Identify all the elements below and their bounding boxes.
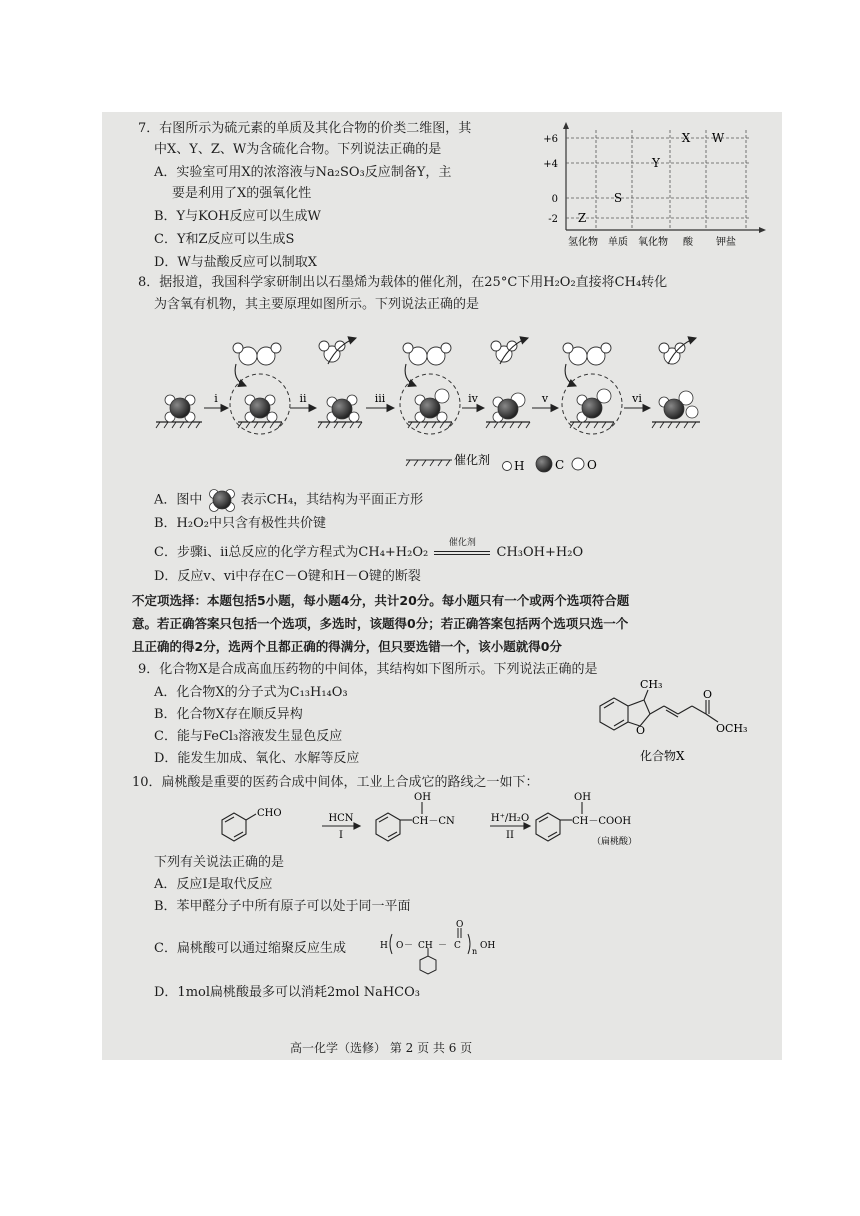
section-instructions-line3: 且正确的得2分，选两个且都正确的得满分，但只要选错一个，该小题就得0分 [132, 639, 562, 654]
step-label: vi [632, 392, 642, 405]
q9-stem: 9．化合物X是合成高血压药物的中间体，其结构如下图所示。下列说法正确的是 [138, 662, 598, 677]
step-label: v [541, 392, 549, 405]
q10-option-c: C．扁桃酸可以通过缩聚反应生成 [154, 941, 346, 956]
q9-option-d: D．能发生加成、氧化、水解等反应 [154, 751, 360, 766]
step-label: iii [374, 392, 386, 405]
point-label: W [711, 131, 725, 145]
point-label: Y [652, 156, 660, 170]
polymer-oh-end: OH [480, 941, 496, 951]
q7-option-a-cont: 要是利用了X的强氧化性 [172, 186, 312, 201]
step-1-label: I [339, 830, 343, 841]
legend-o-label: O [587, 458, 597, 472]
y-tick: +4 [543, 159, 558, 170]
step-label: i [214, 392, 218, 405]
methyl-label: CH₃ [640, 678, 663, 691]
x-tick: 酸 [683, 237, 693, 248]
step-2-label: II [506, 830, 514, 841]
section-instructions-line2: 意。若正确答案只包括一个选项，多选时，该题得0分；若正确答案包括两个选项只选一个 [132, 616, 629, 631]
reagent-1: HCN [328, 813, 354, 824]
q9-option-c: C．能与FeCl₃溶液发生显色反应 [154, 729, 343, 744]
q10-stem: 10．扁桃酸是重要的医药合成中间体，工业上合成它的路线之一如下： [132, 775, 539, 790]
catalyst-condition: 催化剂 [448, 538, 476, 548]
ring-oxygen-label: O [636, 724, 646, 737]
q8-option-c [154, 538, 584, 561]
q7-stem-line2: 中X、Y、Z、W为含硫化合物。下列说法正确的是 [154, 142, 442, 157]
x-tick: 氧化物 [638, 237, 668, 248]
q10-intro: 下列有关说法正确的是 [154, 855, 285, 870]
y-tick: -2 [548, 214, 558, 225]
point-label: X [681, 131, 691, 145]
x-tick: 氢化物 [568, 237, 598, 248]
carbonyl-oxygen-label: O [703, 688, 713, 701]
mandelic-acid-group: CH－COOH [572, 816, 632, 827]
reagent-2: H⁺/H₂O [490, 813, 530, 824]
q8-stem-line1: 8．据报道，我国科学家研制出以石墨烯为载体的催化剂，在25°C下用H₂O₂直接将CH₄转化 [138, 275, 668, 290]
q8-option-d: D．反应v、vi中存在C－O键和H－O键的断裂 [154, 569, 421, 584]
polymer-carbonyl-o: O [456, 920, 464, 930]
polymer-h-end: H [380, 941, 388, 951]
page-footer: 高一化学（选修） 第 2 页 共 6 页 [290, 1041, 473, 1055]
polymer-c: C [454, 941, 461, 951]
svg-text:－: － [404, 941, 414, 951]
polymer-ch: CH [418, 941, 433, 951]
q7-stem-line1: 7．右图所示为硫元素的单质及其化合物的价类二维图，其 [138, 121, 472, 136]
methane-model-icon [207, 488, 237, 512]
polymer-o: O [396, 941, 404, 951]
legend-c-label: C [555, 458, 565, 472]
q8-option-c-prefix: C．步骤i、ii总反应的化学方程式为CH₄+H₂O₂ [154, 545, 429, 560]
q9-option-a: A．化合物X的分子式为C₁₃H₁₄O₃ [154, 685, 348, 700]
hydroxyl-2: OH [574, 792, 591, 803]
q7-option-b: B．Y与KOH反应可以生成W [154, 209, 321, 224]
x-tick: 钾盐 [716, 237, 736, 248]
polymer-n: n [472, 947, 478, 956]
q10-option-b: B．苯甲醛分子中所有原子可以处于同一平面 [154, 899, 411, 914]
legend-catalyst-label: 催化剂 [454, 453, 491, 467]
product-name: （扁桃酸） [592, 837, 638, 847]
q8-option-a [154, 488, 423, 512]
q9-option-b: B．化合物X存在顺反异构 [154, 707, 303, 722]
reaction-mechanism-diagram [152, 324, 752, 484]
valence-class-chart [536, 118, 776, 248]
x-tick: 单质 [608, 237, 628, 248]
reaction-condition-arrow [432, 538, 492, 561]
svg-text:－: － [438, 941, 448, 951]
y-tick: 0 [551, 194, 558, 205]
mandelic-acid-synthesis-scheme [212, 788, 742, 858]
q10-option-a: A．反应I是取代反应 [154, 877, 273, 892]
point-label: Z [577, 211, 587, 225]
point-label: S [613, 191, 623, 205]
q10-option-d: D．1mol扁桃酸最多可以消耗2mol NaHCO₃ [154, 985, 420, 1000]
methoxy-label: OCH₃ [716, 722, 748, 735]
step-label: ii [299, 392, 307, 405]
step-label: iv [468, 392, 478, 405]
q8-stem-line2: 为含氧有机物，其主要原理如图所示。下列说法正确的是 [154, 297, 480, 312]
q8-option-a-prefix: A．图中 [154, 492, 203, 508]
exam-page [102, 112, 782, 1060]
y-tick: +6 [543, 134, 558, 145]
q8-option-c-suffix: CH₃OH+H₂O [496, 545, 584, 560]
legend-h-label: H [514, 459, 525, 473]
q8-option-b: B．H₂O₂中只含有极性共价键 [154, 516, 326, 531]
polymer-structure [376, 916, 506, 976]
compound-x-caption: 化合物X [640, 749, 685, 763]
compound-x-structure [590, 678, 750, 768]
q8-option-a-suffix: 表示CH₄，其结构为平面正方形 [240, 492, 424, 508]
aldehyde-group: CHO [257, 808, 282, 819]
q7-option-c: C．Y和Z反应可以生成S [154, 232, 295, 247]
q7-option-a: A．实验室可用X的浓溶液与Na₂SO₃反应制备Y，主 [154, 165, 452, 180]
hydroxyl-1: OH [414, 792, 431, 803]
cyanohydrin-group: CH－CN [412, 816, 455, 827]
q7-option-d: D．W与盐酸反应可以制取X [154, 255, 318, 270]
section-instructions-line1: 不定项选择：本题包括5小题，每小题4分，共计20分。每小题只有一个或两个选项符合题 [132, 593, 630, 608]
